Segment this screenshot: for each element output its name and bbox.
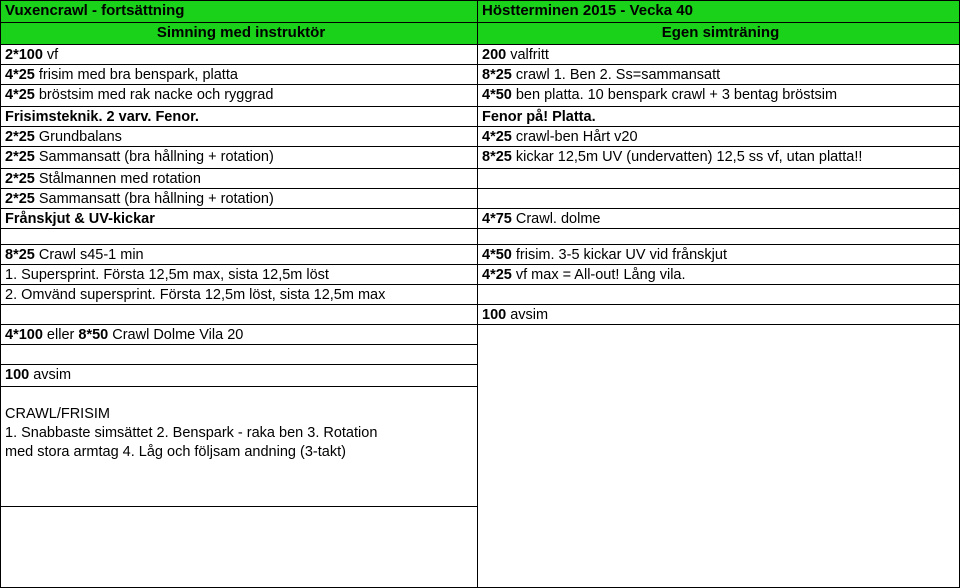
left-row-spacer-3 <box>1 345 477 365</box>
left-row-11: 1. Supersprint. Första 12,5m max, sista 12,5m löst <box>1 265 477 285</box>
right-row-2: 8*25 crawl 1. Ben 2. Ss=sammansatt <box>478 65 959 85</box>
left-row-1: 2*100 vf <box>1 45 477 65</box>
left-row-spacer-1 <box>1 229 477 245</box>
right-row-spacer-2 <box>478 285 959 305</box>
left-row-12: 2. Omvänd supersprint. Första 12,5m löst, sista 12,5m max <box>1 285 477 305</box>
left-row-8: 2*25 Sammansatt (bra hållning + rotation) <box>1 189 477 209</box>
right-row-4: Fenor på! Platta. <box>478 107 959 127</box>
self-training-column <box>477 1 959 587</box>
left-row-4: Frisimsteknik. 2 varv. Fenor. <box>1 107 477 127</box>
left-row-empty <box>1 507 477 587</box>
left-row-3: 4*25 bröstsim med rak nacke och ryggrad <box>1 85 477 107</box>
left-row-2: 4*25 frisim med bra benspark, platta <box>1 65 477 85</box>
left-section-header: Simning med instruktör <box>1 23 477 45</box>
crawl-notes <box>1 387 477 507</box>
left-row-5: 2*25 Grundbalans <box>1 127 477 147</box>
crawl-title: CRAWL/FRISIM <box>5 406 110 422</box>
left-row-14: 100 avsim <box>1 365 477 387</box>
right-row-spacer-1 <box>478 229 959 245</box>
right-row-1: 200 valfritt <box>478 45 959 65</box>
left-row-7: 2*25 Stålmannen med rotation <box>1 169 477 189</box>
right-row-5: 4*25 crawl-ben Hårt v20 <box>478 127 959 147</box>
left-row-9: Frånskjut & UV-kickar <box>1 209 477 229</box>
left-row-6: 2*25 Sammansatt (bra hållning + rotation) <box>1 147 477 169</box>
crawl-text: 1. Snabbaste simsättet 2. Benspark - raka ben 3. Rotation med stora armtag 4. Låg och följsam andning (3-takt) <box>5 425 378 460</box>
left-row-13: 4*100 eller 8*50 Crawl Dolme Vila 20 <box>1 325 477 345</box>
right-row-6: 8*25 kickar 12,5m UV (undervatten) 12,5 ss vf, utan platta!! <box>478 147 959 169</box>
right-section-header: Egen simträning <box>478 23 959 45</box>
right-row-empty <box>478 325 959 587</box>
instructor-column <box>1 1 477 587</box>
right-row-12: 100 avsim <box>478 305 959 325</box>
right-row-11: 4*25 vf max = All-out! Lång vila. <box>478 265 959 285</box>
right-row-9: 4*75 Crawl. dolme <box>478 209 959 229</box>
right-row-8 <box>478 189 959 209</box>
left-row-10: 8*25 Crawl s45-1 min <box>1 245 477 265</box>
sheet-title: Vuxencrawl - fortsättning <box>1 1 477 23</box>
right-row-3: 4*50 ben platta. 10 benspark crawl + 3 bentag bröstsim <box>478 85 959 107</box>
left-row-spacer-2 <box>1 305 477 325</box>
right-row-10: 4*50 frisim. 3-5 kickar UV vid frånskjut <box>478 245 959 265</box>
right-row-7 <box>478 169 959 189</box>
term-label: Höstterminen 2015 - Vecka 40 <box>478 1 959 23</box>
